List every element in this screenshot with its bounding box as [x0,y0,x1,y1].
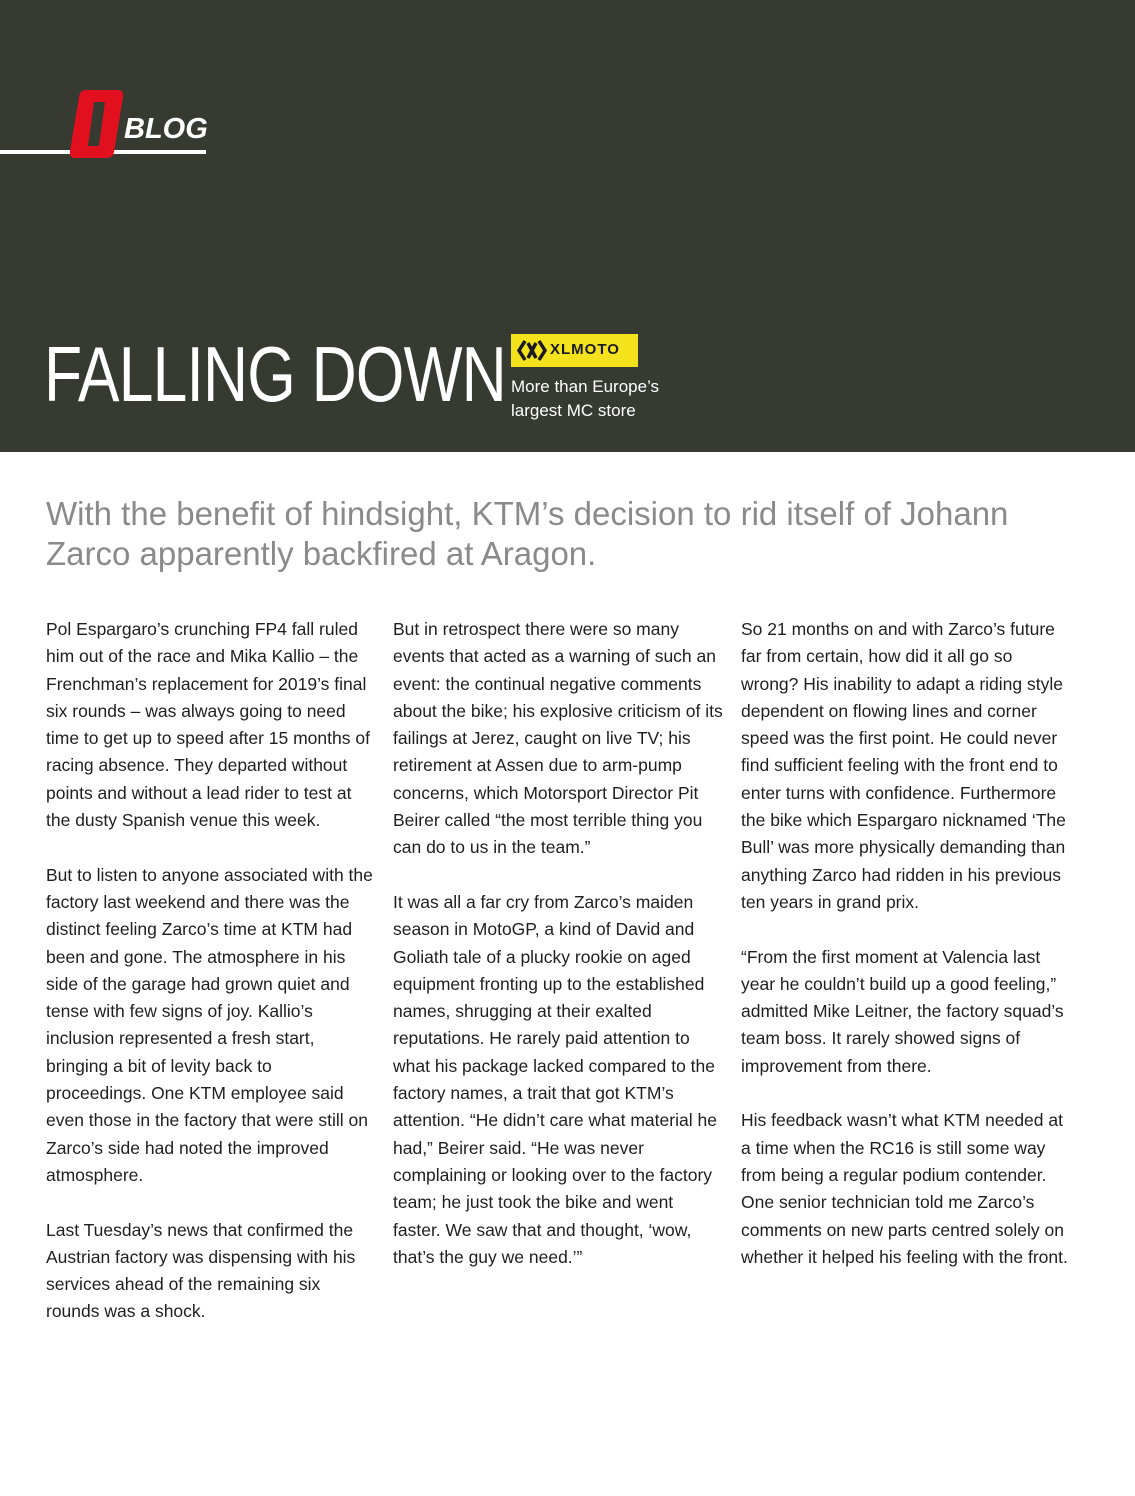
sponsor-name: XLMOTO [550,341,620,358]
article-column-2 [393,616,723,1298]
standfirst: With the benefit of hindsight, KTM’s decision to rid itself of Johann Zarco apparently backfired at Aragon. [46,495,1009,572]
sponsor-tagline: More than Europe’s largest MC store [511,377,660,420]
paragraph: Last Tuesday’s news that confirmed the Austrian factory was dispensing with his services ahead of the remaining six rounds was a shock. [46,1219,356,1322]
logo-o-icon [66,88,126,160]
paragraph: So 21 months on and with Zarco’s future far from certain, how did it all go so wrong? His inability to adapt a riding style dependent on flowing lines and corner speed was the first point. He could never find sufficient feeling with the front end to enter turns with confidence. Furthermore the bike which Espargaro nicknamed ‘The Bull’ was more physically demanding than anything Zarco had ridden in his previous ten years in grand prix. [741,619,1066,912]
sponsor-badge[interactable] [511,334,638,367]
paragraph: His feedback wasn’t what KTM needed at a time when the RC16 is still some way from being a regular podium contender. One senior technician told me Zarco’s comments on new parts centred solely on whether it helped his feeling with the front. [741,1110,1068,1267]
blog-logo[interactable] [0,80,210,162]
paragraph: But in retrospect there were so many events that acted as a warning of such an event: the continual negative comments about the bike; his explosive criticism of its failings at Jerez, caught on live TV; his retirement at Assen due to arm-pump concerns, which Motorsport Director Pit Beirer called “the most terrible thing you can do to us in the team.” [393,619,723,858]
header-banner [0,0,1135,452]
paragraph: “From the first moment at Valencia last year he couldn’t build up a good feeling,” admitted Mike Leitner, the factory squad’s team boss. It rarely showed signs of improvement from there. [741,946,1064,1076]
paragraph: But to listen to anyone associated with the factory last weekend and there was the distinct feeling Zarco’s time at KTM had been and gone. The atmosphere in his side of the garage had grown quiet and tense with few signs of joy. Kallio’s inclusion represented a fresh start, bringing a bit of levity back to proceedings. One KTM employee said even those in the factory that were still on Zarco’s side had noted the improved atmosphere. [46,864,373,1185]
xlmoto-mark-icon [516,339,548,362]
article-column-1 [46,616,376,1353]
logo-text: BLOG [124,113,208,145]
paragraph: It was all a far cry from Zarco’s maiden season in MotoGP, a kind of David and Goliath tale of a plucky rookie on aged equipment fronting up to the established names, shrugging at their exalted reputations. He rarely paid attention to what his package lacked compared to the factory names, a trait that got KTM’s attention. “He didn’t care what material he had,” Beirer said. “He was never complaining or looking over to the factory team; he just took the bike and went faster. We saw that and thought, ‘wow, that’s the guy we need.’” [393,891,717,1267]
article-column-3 [741,616,1071,1298]
page-title: FALLING DOWN [44,330,506,418]
paragraph: Pol Espargaro’s crunching FP4 fall ruled him out of the race and Mika Kallio – the Frenchman’s replacement for 2019’s final six rounds – was always going to need time to get up to speed after 15 months of racing absence. They departed without points and without a lead rider to test at the dusty Spanish venue this week. [46,619,370,831]
